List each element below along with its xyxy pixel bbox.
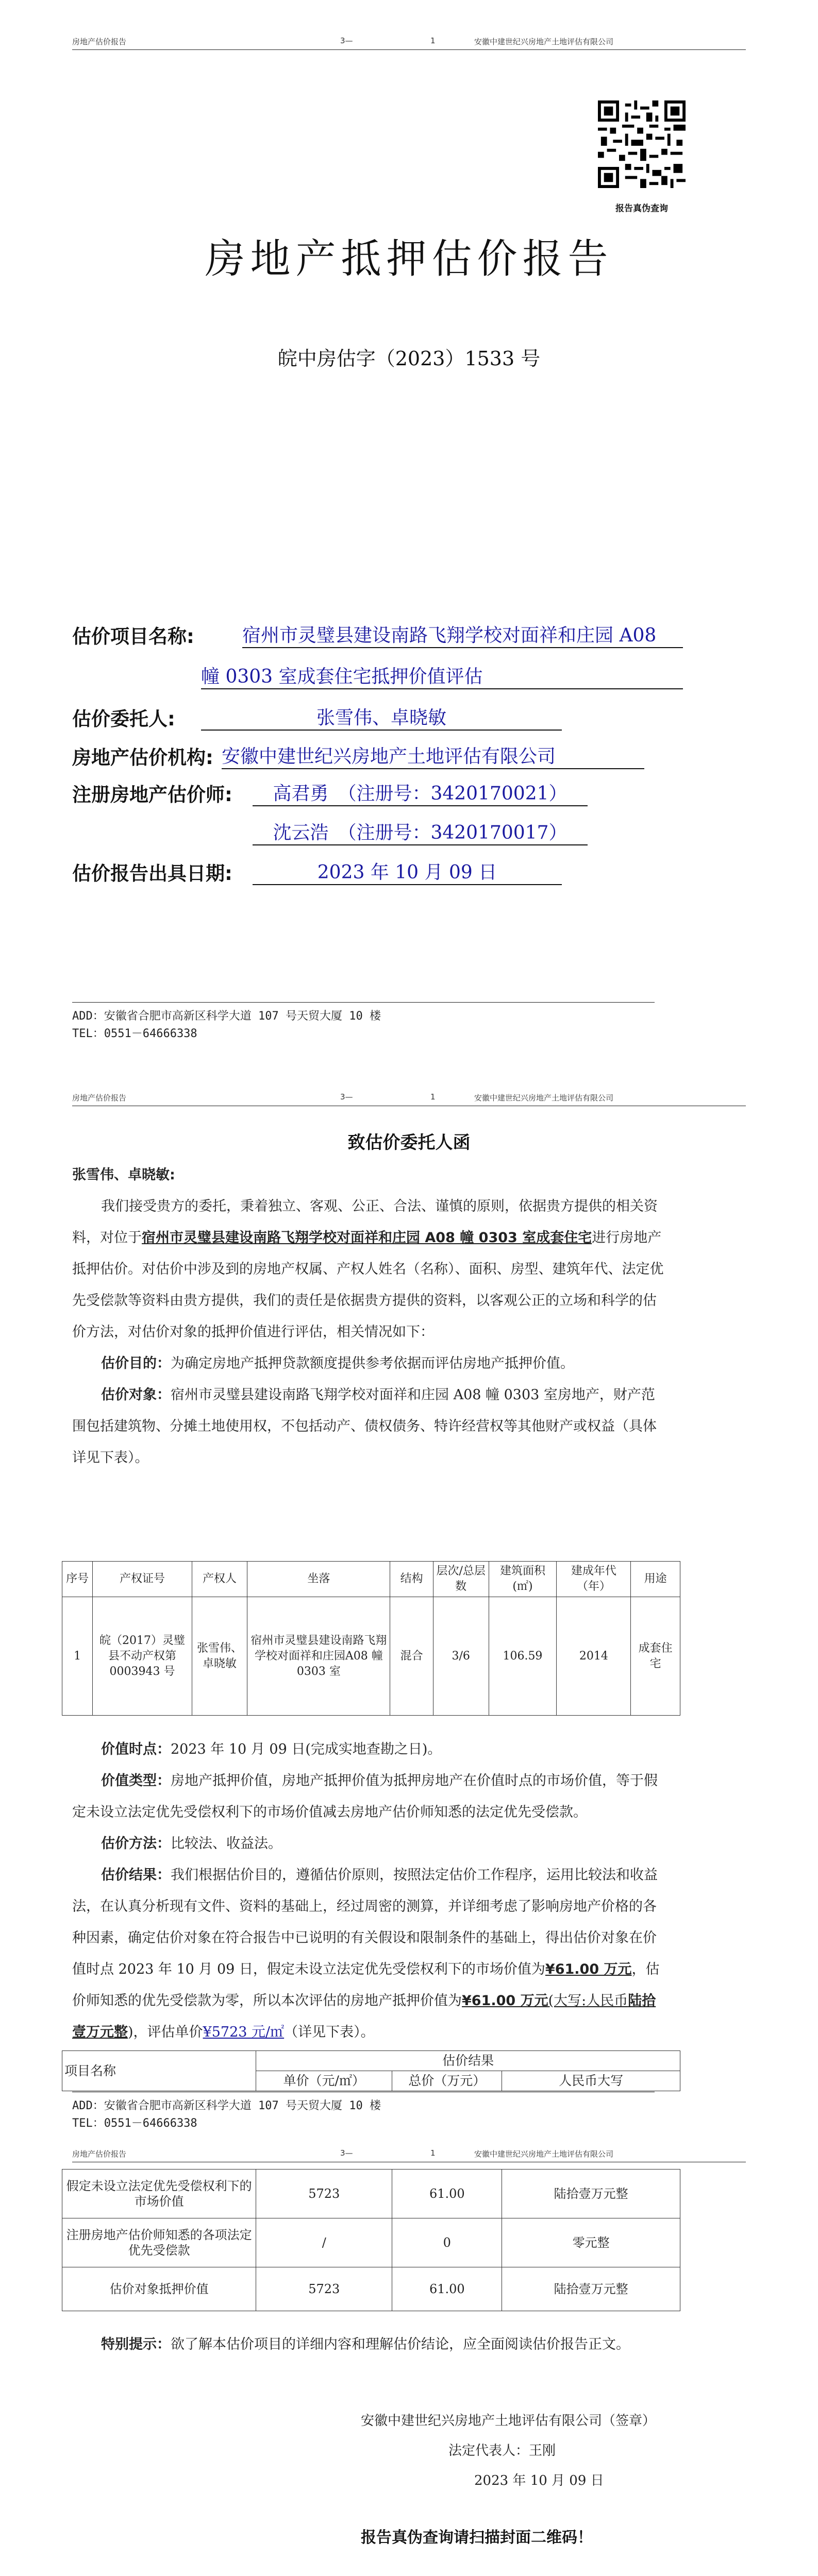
header-title: 房地产估价报告 xyxy=(72,1093,127,1103)
col-header: 结构 xyxy=(390,1562,433,1597)
field-value-appraiser-2: 沈云浩 （注册号：3420170017） xyxy=(253,818,588,845)
field-label-appraiser: 注册房地产估价师: xyxy=(72,784,232,806)
header-page-sep: 1 xyxy=(430,36,436,45)
table-cell: 3/6 xyxy=(433,1597,489,1716)
letter-title: 致估价委托人函 xyxy=(347,1132,471,1153)
page-footer xyxy=(72,1002,655,1043)
field-value-agency: 安徽中建世纪兴房地产土地评估有限公司 xyxy=(222,742,644,769)
summary-table-head xyxy=(62,2050,680,2091)
field-label-client: 估价委托人: xyxy=(72,708,175,730)
date-paragraph: 价值时点：2023 年 10 月 09 日(完成实地查勘之日)。 xyxy=(101,1741,442,1757)
letter-page-cont xyxy=(0,2138,818,2576)
row-caps: 零元整 xyxy=(502,2218,680,2267)
col-header: 用途 xyxy=(631,1562,680,1597)
row-unit: / xyxy=(256,2218,392,2267)
header-page-marker: 3— xyxy=(340,2148,353,2158)
letter-body-2 xyxy=(72,1734,665,2048)
sign-company: 安徽中建世纪兴房地产土地评估有限公司（签章） xyxy=(361,2413,656,2429)
col-header: 建筑面积(㎡) xyxy=(489,1562,557,1597)
field-value-date: 2023 年 10 月 09 日 xyxy=(253,858,562,885)
qr-caption: 报告真伪查询 xyxy=(615,204,668,214)
col-group: 估价结果 xyxy=(256,2051,680,2071)
header-company: 安徽中建世纪兴房地产土地评估有限公司 xyxy=(474,37,614,46)
report-number: 皖中房估字（2023）1533 号 xyxy=(277,347,541,370)
col-item: 项目名称 xyxy=(62,2051,256,2091)
report-title: 房地产抵押估价报告 xyxy=(205,236,613,282)
summary-table xyxy=(62,2169,680,2311)
page-header xyxy=(72,36,746,50)
method-paragraph: 估价方法：比较法、收益法。 xyxy=(101,1836,282,1852)
page-header xyxy=(72,1092,746,1106)
row-unit: 5723 xyxy=(256,2170,392,2218)
field-value-project-cont: 幢 0303 室成套住宅抵押价值评估 xyxy=(201,662,683,689)
sign-rep: 法定代表人：王刚 xyxy=(448,2443,556,2459)
table-header-row xyxy=(62,1562,680,1597)
footer-tel: TEL：0551－64666338 xyxy=(72,1027,197,1040)
header-title: 房地产估价报告 xyxy=(72,37,127,46)
col-total: 总价（万元） xyxy=(392,2071,502,2091)
field-label-agency: 房地产估价机构: xyxy=(72,747,213,769)
col-header: 产权证号 xyxy=(93,1562,192,1597)
table-cell: 混合 xyxy=(390,1597,433,1716)
footer-address: ADD：安徽省合肥市高新区科学大道 107 号天贸大厦 10 楼 xyxy=(72,2099,381,2112)
row-caps: 陆拾壹万元整 xyxy=(502,2170,680,2218)
field-label-date: 估价报告出具日期: xyxy=(72,862,232,885)
cover-page xyxy=(0,0,818,1082)
property-table xyxy=(62,1561,680,1716)
header-page-sep: 1 xyxy=(430,1092,436,1101)
verify-note: 报告真伪查询请扫描封面二维码！ xyxy=(361,2529,593,2547)
table-cell: 皖（2017）灵璧县不动产权第0003943 号 xyxy=(93,1597,192,1716)
header-page-marker: 3— xyxy=(340,36,353,45)
row-caps: 陆拾壹万元整 xyxy=(502,2267,680,2311)
row-unit: 5723 xyxy=(256,2267,392,2311)
table-cell: 宿州市灵璧县建设南路飞翔学校对面祥和庄园A08 幢 0303 室 xyxy=(247,1597,390,1716)
header-title: 房地产估价报告 xyxy=(72,2149,127,2159)
signature-block xyxy=(361,2406,656,2496)
table-cell: 1 xyxy=(62,1597,93,1716)
footer-address: ADD：安徽省合肥市高新区科学大道 107 号天贸大厦 10 楼 xyxy=(72,1010,381,1023)
sign-date: 2023 年 10 月 09 日 xyxy=(474,2473,604,2488)
row-item: 注册房地产估价师知悉的各项法定优先受偿款 xyxy=(62,2218,256,2267)
field-label-project: 估价项目名称: xyxy=(72,625,194,648)
qr-code-icon[interactable] xyxy=(598,100,686,188)
header-company: 安徽中建世纪兴房地产土地评估有限公司 xyxy=(474,1093,614,1103)
table-row xyxy=(62,2267,680,2311)
table-cell: 成套住宅 xyxy=(631,1597,680,1716)
field-value-client: 张雪伟、卓晓敏 xyxy=(201,703,562,731)
header-page-sep: 1 xyxy=(430,2148,436,2158)
field-value-appraiser-1: 高君勇 （注册号：3420170021） xyxy=(253,779,588,806)
col-header: 产权人 xyxy=(192,1562,247,1597)
table-row xyxy=(62,1597,680,1716)
row-total: 61.00 xyxy=(392,2267,502,2311)
intro-paragraph: 我们接受贵方的委托，秉着独立、客观、公正、合法、谨慎的原则，依据贵方提供的相关资料，对位于宿州市灵璧县建设南路飞翔学校对面祥和庄园 A08 幢 0303 室成套住宅进行房地产抵押估价。对估价中涉及到的房地产权属、产权人姓名（名称）、面积、房型、建筑年代、法定优先受偿款等资料由贵方提供，我们的责任是依据贵方提供的资料，以客观公正的立场和科学的估价方法，对估价对象的抵押价值进行评估，相关情况如下： xyxy=(72,1198,664,1340)
object-paragraph: 估价对象：宿州市灵璧县建设南路飞翔学校对面祥和庄园 A08 幢 0303 室房地产，财产范围包括建筑物、分摊土地使用权，不包括动产、债权债务、特许经营权等其他财产或权益（具体详见下表）。 xyxy=(72,1387,657,1466)
col-header: 建成年代（年） xyxy=(557,1562,631,1597)
type-paragraph: 价值类型：房地产抵押价值，房地产抵押价值为抵押房地产在价值时点的市场价值，等于假定未设立法定优先受偿权利下的市场价值减去房地产估价师知悉的法定优先受偿款。 xyxy=(72,1773,658,1820)
letter-body xyxy=(72,1159,665,1473)
table-cell: 106.59 xyxy=(489,1597,557,1716)
table-row xyxy=(62,2170,680,2218)
table-header-row xyxy=(62,2051,680,2071)
row-item: 假定未设立法定优先受偿权利下的市场价值 xyxy=(62,2170,256,2218)
result-paragraph: 估价结果：我们根据估价目的，遵循估价原则，按照法定估价工作程序，运用比较法和收益法，在认真分析现有文件、资料的基础上，经过周密的测算，并详细考虑了影响房地产价格的各种因素，确定估价对象在符合报告中已说明的有关假设和限制条件的基础上，得出估价对象在价值时点 2023 年 10 月 09 日，假定未设立法定优先受偿权利下的市场价值为¥61.00 万元，估价师知悉的优先受偿款为零，所以本次评估的房地产抵押价值为¥61.00 万元(大写:人民币陆拾壹万元整)，评估单价¥5723 元/㎡（详见下表）。 xyxy=(72,1867,660,2040)
letter-page xyxy=(0,1082,818,2138)
col-header: 坐落 xyxy=(247,1562,390,1597)
page-header xyxy=(72,2148,746,2162)
col-header: 序号 xyxy=(62,1562,93,1597)
header-page-marker: 3— xyxy=(340,1092,353,1101)
footer-tel: TEL：0551－64666338 xyxy=(72,2117,197,2130)
header-company: 安徽中建世纪兴房地产土地评估有限公司 xyxy=(474,2149,614,2159)
col-header: 层次/总层数 xyxy=(433,1562,489,1597)
row-total: 61.00 xyxy=(392,2170,502,2218)
row-total: 0 xyxy=(392,2218,502,2267)
table-cell: 张雪伟、卓晓敏 xyxy=(192,1597,247,1716)
table-cell: 2014 xyxy=(557,1597,631,1716)
col-caps: 人民币大写 xyxy=(502,2071,680,2091)
col-unit: 单价（元/㎡） xyxy=(256,2071,392,2091)
tip-paragraph: 特别提示：欲了解本估价项目的详细内容和理解估价结论，应全面阅读估价报告正文。 xyxy=(101,2336,630,2352)
row-item: 估价对象抵押价值 xyxy=(62,2267,256,2311)
table-row xyxy=(62,2218,680,2267)
page-footer xyxy=(72,2092,655,2132)
field-value-project: 宿州市灵璧县建设南路飞翔学校对面祥和庄园 A08 xyxy=(242,621,683,648)
purpose-paragraph: 估价目的：为确定房地产抵押贷款额度提供参考依据而评估房地产抵押价值。 xyxy=(101,1355,574,1371)
addressee: 张雪伟、卓晓敏: xyxy=(72,1167,175,1183)
